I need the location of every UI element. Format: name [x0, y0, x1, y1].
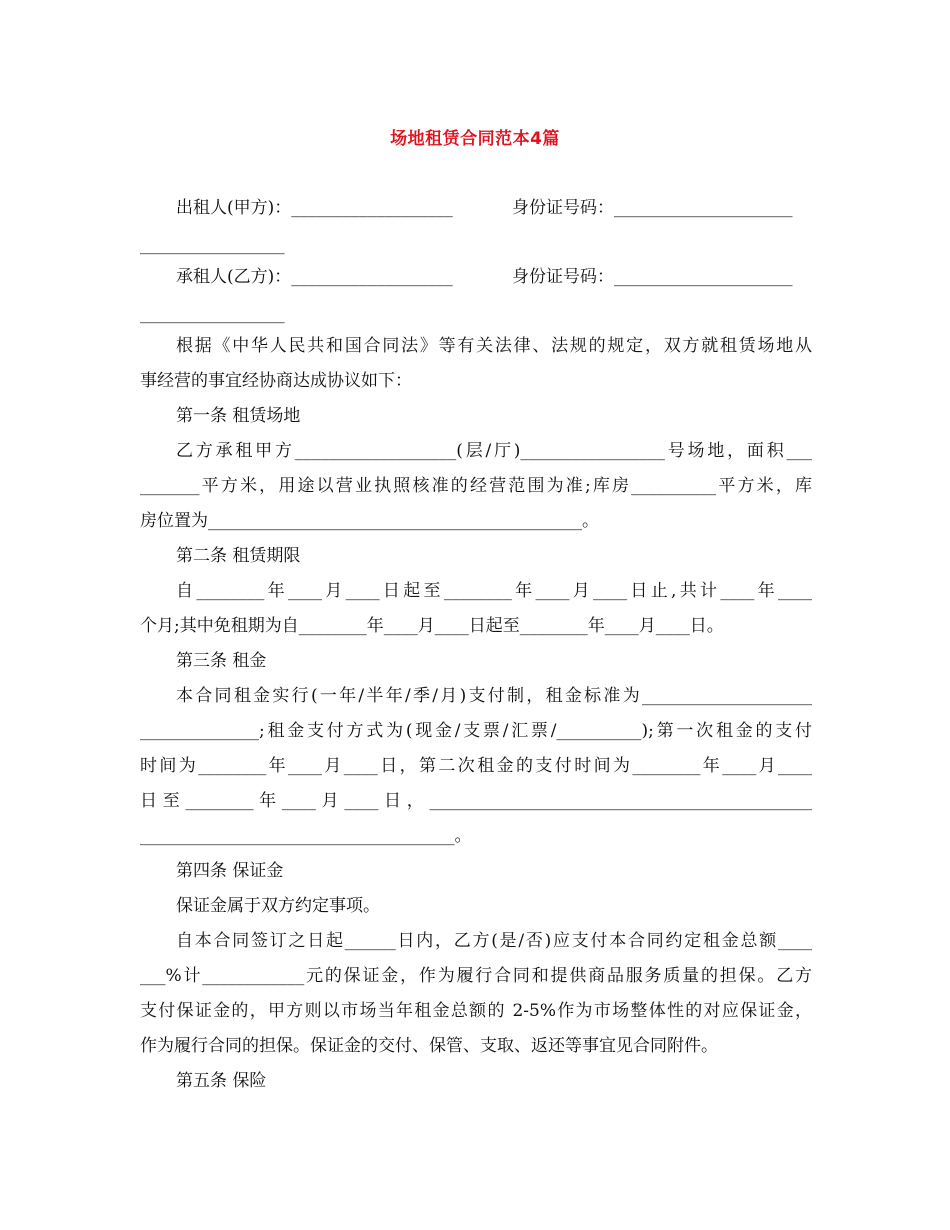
article-2-heading: 第二条 租赁期限: [176, 546, 301, 566]
article-3-line: ______________;租金支付方式为(现金/支票/汇票/__________);第一次租金的支付: [140, 721, 812, 741]
lessor-label: 出租人(甲方)：___________________: [176, 198, 453, 218]
article-4-heading: 第四条 保证金: [176, 861, 284, 881]
article-1-line: 房位置为____________________________________________。: [140, 511, 599, 531]
intro-line-1: 根据《中华人民共和国合同法》等有关法律、法规的规定，双方就租赁场地从: [176, 336, 812, 356]
article-4-line: ___%计____________元的保证金，作为履行合同和提供商品服务质量的担保。乙方: [140, 966, 812, 986]
article-4-line: 作为履行合同的担保。保证金的交付、保管、支取、返还等事宜见合同附件。: [140, 1036, 718, 1056]
lessor-id-label: 身份证号码：_____________________: [512, 198, 793, 218]
lessor-id-continuation: _________________: [140, 235, 285, 255]
article-2-line: 个月;其中免租期为自________年____月____日起至________年____月____日。: [140, 616, 724, 636]
article-3-heading: 第三条 租金: [176, 651, 267, 671]
article-1-line: 乙方承租甲方___________________(层/厅)_________________号场地，面积___: [176, 441, 812, 461]
article-5-heading: 第五条 保险: [176, 1071, 267, 1091]
article-3-line: _____________________________________。: [140, 826, 472, 846]
document-title: 场地租赁合同范本4篇: [390, 129, 560, 149]
article-4-line: 自本合同签订之日起______日内，乙方(是/否)应支付本合同约定租金总额____: [176, 931, 812, 951]
article-2-line: 自________年____月____日起至________年____月____日止,共计____年____: [176, 581, 812, 601]
article-1-line: _______平方米，用途以营业执照核准的经营范围为准;库房__________平方米，库: [140, 476, 812, 496]
article-3-line: 本合同租金实行(一年/半年/季/月)支付制，租金标准为____________________: [176, 686, 812, 706]
lessee-id-continuation: _________________: [140, 304, 285, 324]
intro-line-2: 事经营的事宜经协商达成协议如下：: [140, 371, 412, 391]
article-4-line: 保证金属于双方约定事项。: [176, 896, 380, 916]
article-4-line: 支付保证金的，甲方则以市场当年租金总额的 2-5%作为市场整体性的对应保证金，: [140, 1001, 812, 1021]
article-3-line: 日至________年____月____日，_____________________________________________: [140, 791, 812, 811]
lessee-id-label: 身份证号码：_____________________: [512, 267, 793, 287]
article-1-heading: 第一条 租赁场地: [176, 406, 301, 426]
lessee-label: 承租人(乙方)：___________________: [176, 267, 453, 287]
article-3-line: 时间为________年____月____日，第二次租金的支付时间为________年____月____: [140, 756, 812, 776]
